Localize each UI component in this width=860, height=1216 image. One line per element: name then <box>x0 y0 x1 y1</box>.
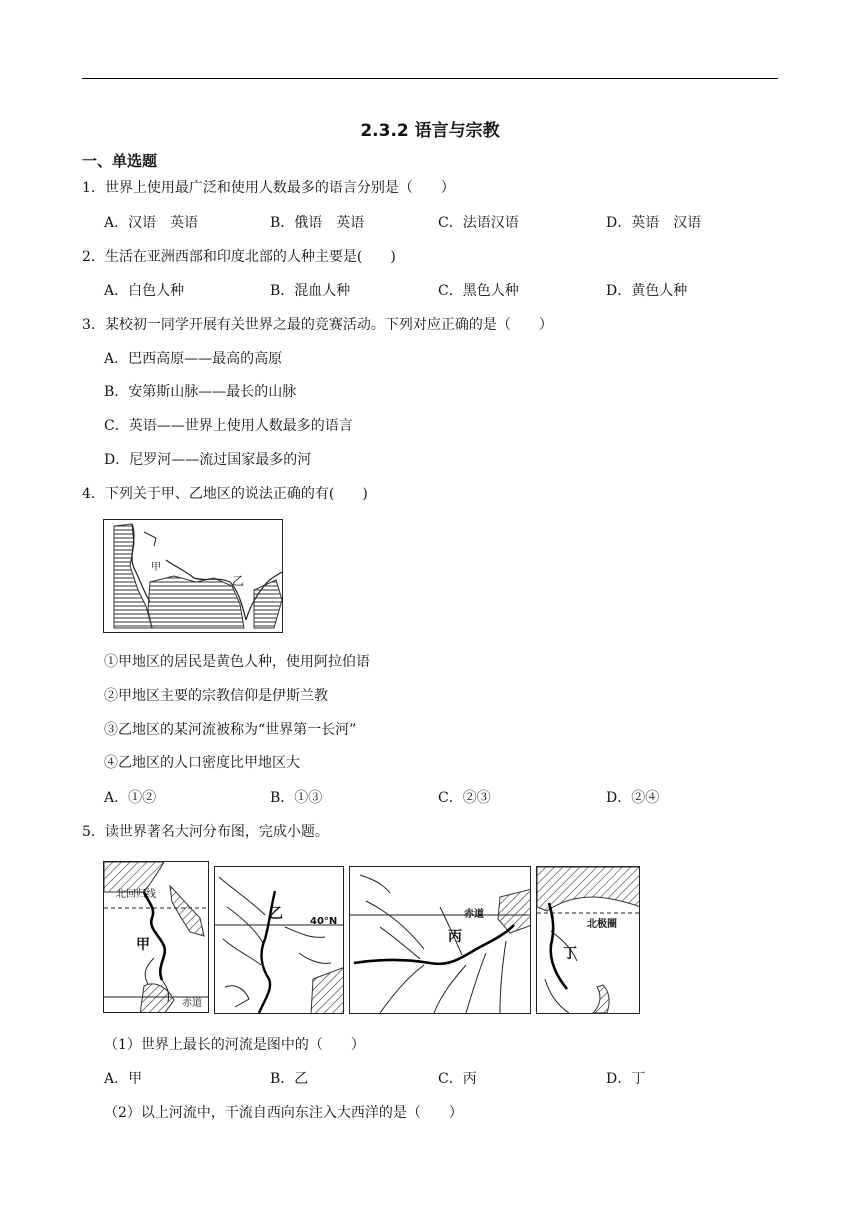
question-5-stem: 5．读世界著名大河分布图，完成小题。 <box>82 824 329 840</box>
map-label-yi: 乙 <box>232 574 245 588</box>
q2-option-c[interactable]: C．黑色人种 <box>438 283 519 299</box>
q5-1-option-c[interactable]: C．丙 <box>438 1071 477 1087</box>
q5-subquestion-2: （2）以上河流中，干流自西向东注入大西洋的是（ ） <box>104 1105 463 1121</box>
q3-option-d[interactable]: D．尼罗河——流过国家最多的河 <box>104 452 312 468</box>
q4-statement-3: ③乙地区的某河流被称为“世界第一长河” <box>104 722 357 738</box>
map4-circle-label: 北极圈 <box>587 919 617 930</box>
q3-option-c[interactable]: C．英语——世界上使用人数最多的语言 <box>104 418 353 434</box>
question-4-stem: 4．下列关于甲、乙地区的说法正确的有( ) <box>82 486 368 502</box>
q5-map-amazon <box>349 866 531 1014</box>
q3-option-b[interactable]: B．安第斯山脉——最长的山脉 <box>104 384 297 400</box>
map3-river-label: 丙 <box>448 929 462 945</box>
map3-equator-label: 赤道 <box>464 909 484 920</box>
section-heading: 一、单选题 <box>82 152 158 170</box>
q5-subquestion-1: （1）世界上最长的河流是图中的（ ） <box>104 1037 365 1053</box>
q3-option-a[interactable]: A．巴西高原——最高的高原 <box>104 351 283 367</box>
map2-latitude-label: 40°N <box>310 916 338 927</box>
q4-option-d[interactable]: D．②④ <box>606 790 660 806</box>
q2-option-d[interactable]: D．黄色人种 <box>606 283 688 299</box>
question-3-stem: 3．某校初一同学开展有关世界之最的竞赛活动。下列对应正确的是（ ） <box>82 317 553 333</box>
question-1-stem: 1．世界上使用最广泛和使用人数最多的语言分别是（ ） <box>82 180 455 196</box>
q4-option-b[interactable]: B．①③ <box>270 790 323 806</box>
page-title: 2.3.2 语言与宗教 <box>360 121 500 141</box>
map1-tropic-label: 北回归线 <box>116 889 156 900</box>
q1-option-d[interactable]: D．英语 汉语 <box>606 215 702 231</box>
q4-option-c[interactable]: C．②③ <box>438 790 491 806</box>
map2-river-label: 乙 <box>269 906 283 922</box>
q5-map-nile <box>103 861 209 1013</box>
q5-map-mississippi <box>214 866 344 1014</box>
q4-statement-4: ④乙地区的人口密度比甲地区大 <box>104 755 300 771</box>
q1-option-a[interactable]: A．汉语 英语 <box>104 215 199 231</box>
q2-option-b[interactable]: B．混血人种 <box>270 283 351 299</box>
question-2-stem: 2．生活在亚洲西部和印度北部的人种主要是( ) <box>82 249 396 265</box>
q5-1-option-a[interactable]: A．甲 <box>104 1071 143 1087</box>
header-rule <box>82 78 778 79</box>
q4-map <box>103 519 283 633</box>
q4-option-a[interactable]: A．①② <box>104 790 157 806</box>
q4-statement-1: ①甲地区的居民是黄色人种，使用阿拉伯语 <box>104 654 370 670</box>
map1-equator-label: 赤道 <box>182 998 202 1009</box>
q1-option-b[interactable]: B．俄语 英语 <box>270 215 365 231</box>
q5-map-ob <box>536 866 640 1014</box>
map4-river-label: 丁 <box>563 946 577 962</box>
map-label-jia: 甲 <box>151 562 161 573</box>
q4-statement-2: ②甲地区主要的宗教信仰是伊斯兰教 <box>104 688 328 704</box>
q5-1-option-d[interactable]: D．丁 <box>606 1071 646 1087</box>
q2-option-a[interactable]: A．白色人种 <box>104 283 185 299</box>
q5-1-option-b[interactable]: B．乙 <box>270 1071 309 1087</box>
q1-option-c[interactable]: C．法语汉语 <box>438 215 519 231</box>
map1-river-label: 甲 <box>136 937 150 953</box>
